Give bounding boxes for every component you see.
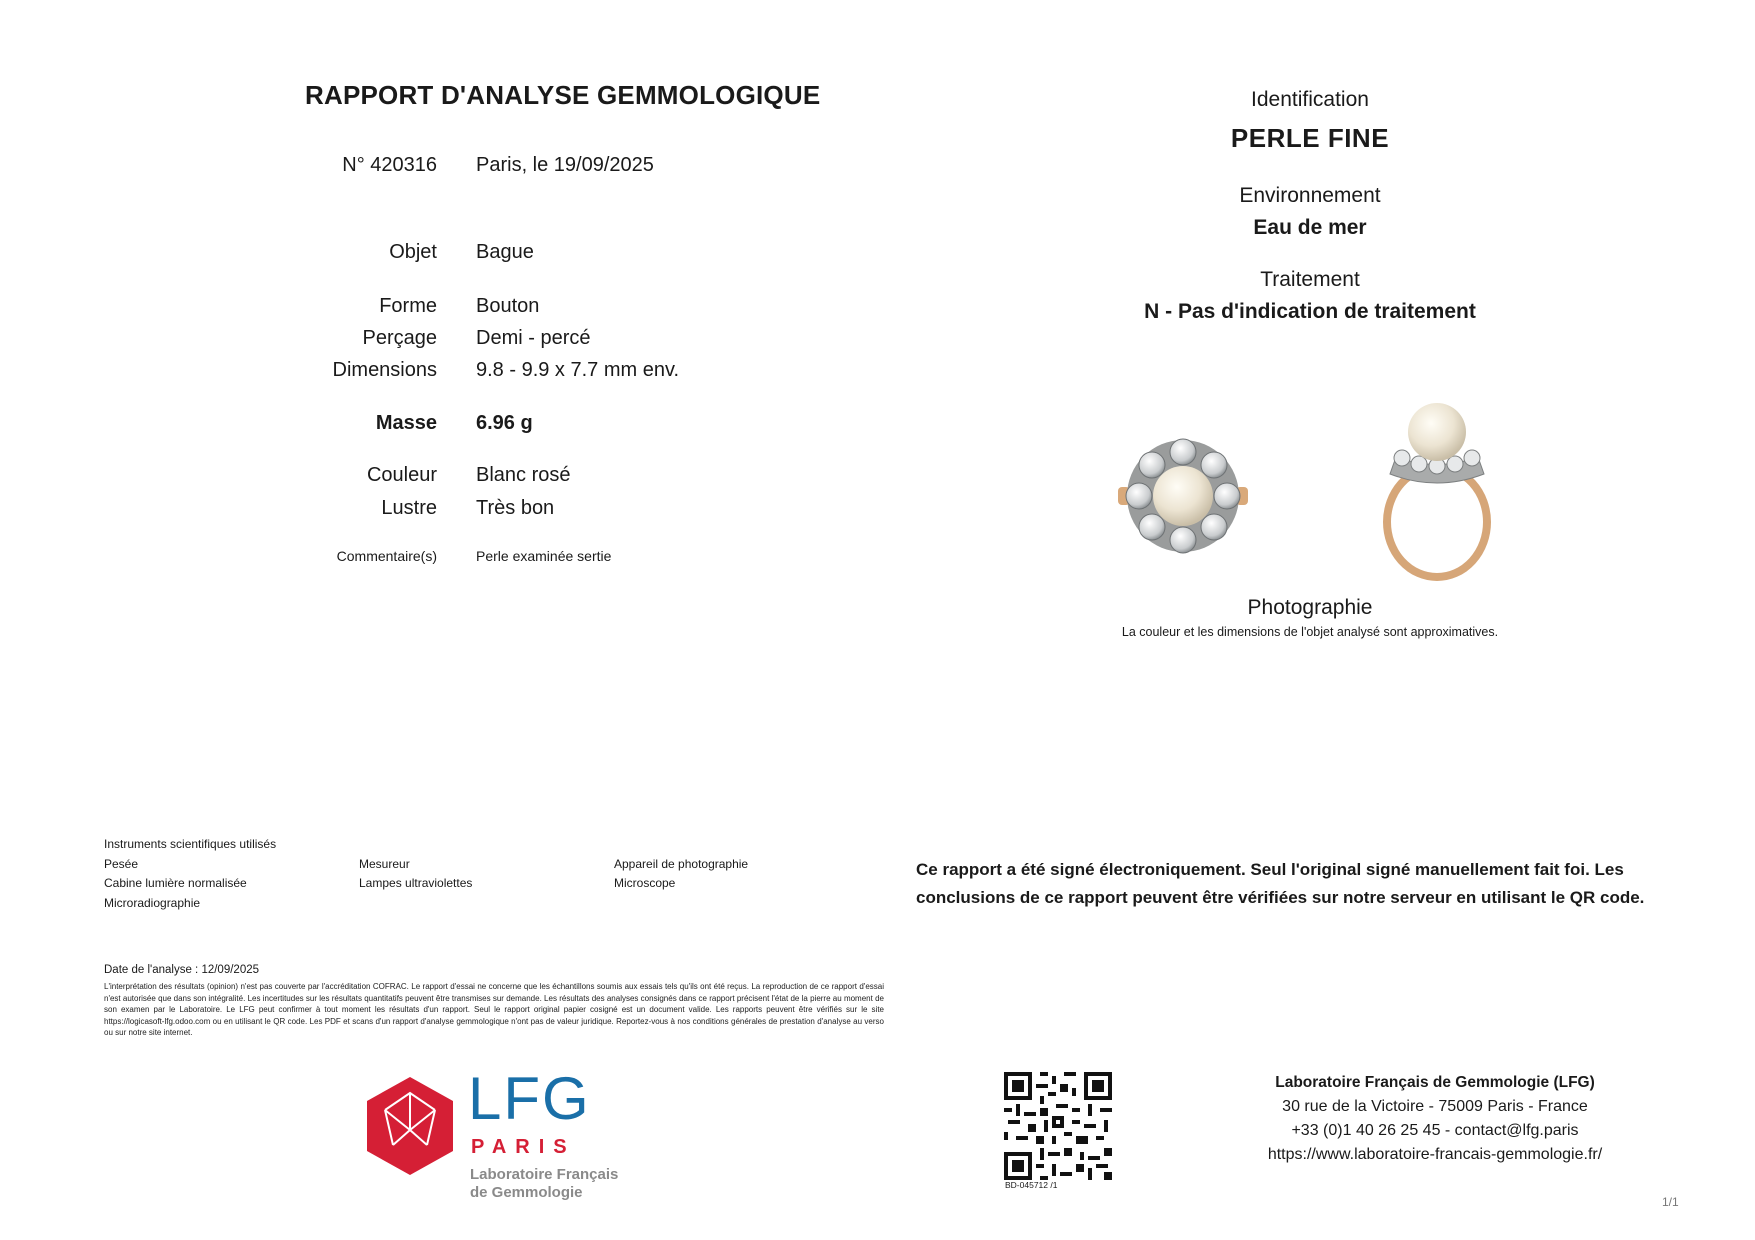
environnement-heading: Environnement (1239, 184, 1381, 207)
percage-label: Perçage (362, 327, 437, 349)
instrument-item: Pesée (104, 857, 139, 871)
objet-value: Bague (476, 241, 534, 263)
lfg-logo (365, 1065, 645, 1215)
couleur-label: Couleur (366, 464, 437, 486)
traitement-value: N - Pas d'indication de traitement (1144, 300, 1476, 323)
report-number: N° 420316 (342, 154, 437, 176)
legal-disclaimer: L'interprétation des résultats (opinion) n'est pas couverte par l'accréditation COFRAC. Le rapport d'essai ne concerne que les échantillons soumis aux essais tels qu'ils ont été reçus. La reproduction de ce rapport d'essai n'est autorisée que dans son intégralité. Les incertitudes sur les résultats quantitatifs peuvent être transmises sur demande. Les résultats des analyses consignés dans ce rapport précisent l'état de la pierre au moment de son examen par le Laboratoire. Le LFG peut confirmer à tout moment les résultats d'un rapport. Seul le rapport original papier cosigné est un document valide. Les rapports peuvent être vérifiés sur le site https://logicasoft-lfg.odoo.com ou en utilisant le QR code. Les PDF et scans d'un rapport d'analyse gemmologique n'ont pas de valeur juridique. Reportez-vous à nos conditions générales de prestation d'analyse au verso ou sur notre site internet. (104, 982, 884, 1038)
logo-city-text: PARIS (471, 1136, 576, 1158)
instrument-item: Mesureur (359, 857, 410, 871)
instruments-heading: Instruments scientifiques utilisés (104, 837, 277, 851)
commentaire-label: Commentaire(s) (336, 548, 437, 564)
masse-value: 6.96 g (476, 412, 533, 434)
dimensions-label: Dimensions (332, 359, 437, 381)
verification-qr-code[interactable] (1004, 1072, 1112, 1180)
lab-name: Laboratoire Français de Gemmologie (LFG) (1275, 1074, 1595, 1091)
lab-contact[interactable]: +33 (0)1 40 26 25 45 - contact@lfg.paris (1291, 1122, 1579, 1139)
logo-sub2: de Gemmologie (470, 1184, 583, 1201)
photo-note: La couleur et les dimensions de l'objet analysé sont approximatives. (1121, 625, 1499, 639)
hexagon-logo-icon (365, 1075, 455, 1177)
instrument-item: Microscope (614, 876, 676, 890)
analysis-date: Date de l'analyse : 12/09/2025 (104, 964, 260, 976)
environnement-value: Eau de mer (1253, 216, 1367, 239)
logo-sub1: Laboratoire Français (470, 1166, 619, 1183)
traitement-heading: Traitement (1260, 268, 1360, 291)
lab-address: 30 rue de la Victoire - 75009 Paris - France (1282, 1098, 1588, 1115)
instrument-item: Cabine lumière normalisée (104, 876, 247, 890)
masse-label: Masse (375, 412, 437, 434)
report-place-date: Paris, le 19/09/2025 (476, 154, 654, 176)
signature-note: Ce rapport a été signé électroniquement. Seul l'original signé manuellement fait foi. Les conclusions de ce rapport peuvent être vérifiées sur notre serveur en utilisant le QR code. (916, 860, 1645, 907)
qr-reference: BD-045712 /1 (1005, 1180, 1058, 1190)
lab-website-link[interactable]: https://www.laboratoire-francais-gemmologie.fr/ (1267, 1146, 1603, 1163)
instrument-item: Appareil de photographie (614, 857, 749, 871)
forme-value: Bouton (476, 295, 540, 317)
ring-side-view-photo (1372, 402, 1502, 582)
ring-top-view-photo (1118, 432, 1248, 562)
identification-value: PERLE FINE (1230, 123, 1390, 153)
instrument-item: Lampes ultraviolettes (359, 876, 473, 890)
report-title: RAPPORT D'ANALYSE GEMMOLOGIQUE (305, 80, 821, 110)
identification-heading: Identification (1251, 88, 1369, 111)
percage-value: Demi - percé (476, 327, 591, 349)
instrument-item: Microradiographie (104, 896, 201, 910)
forme-label: Forme (379, 295, 437, 317)
lustre-value: Très bon (476, 497, 555, 519)
objet-label: Objet (389, 241, 437, 263)
photo-heading: Photographie (1247, 596, 1373, 619)
page-number: 1/1 (1662, 1195, 1679, 1209)
dimensions-value: 9.8 - 9.9 x 7.7 mm env. (476, 359, 680, 381)
commentaire-value: Perle examinée sertie (476, 548, 612, 564)
logo-main-text: LFG (468, 1065, 591, 1132)
lustre-label: Lustre (381, 497, 437, 519)
couleur-value: Blanc rosé (476, 464, 571, 486)
